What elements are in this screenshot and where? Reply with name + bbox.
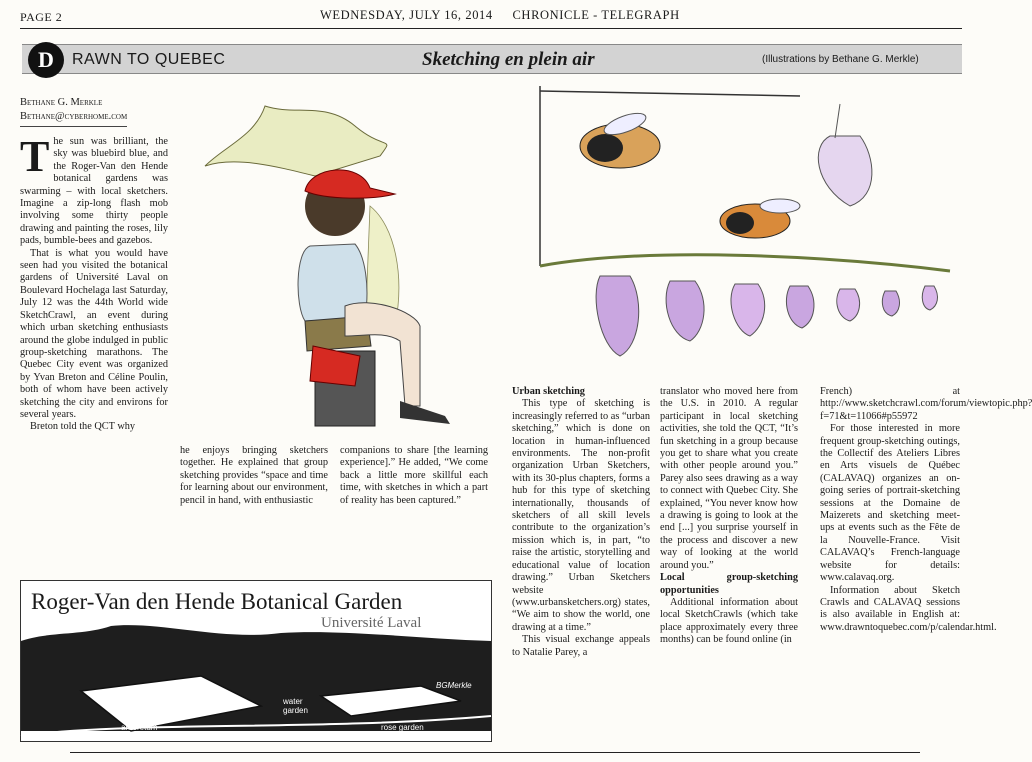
column-4	[512, 386, 650, 659]
artist-signature: BGMerkle	[436, 681, 472, 690]
page-number: PAGE 2	[20, 10, 63, 24]
column-5	[660, 386, 798, 647]
sketcher-illustration	[195, 96, 475, 436]
paragraph: companions to share [the learning experience].” He added, “We come back a little more skillful each time, with sketches in which a part of reality has been captured.”	[340, 445, 488, 506]
footer-rule	[70, 752, 920, 753]
column-2	[180, 445, 328, 507]
map-title: Roger-Van den Hende Botanical Garden	[31, 589, 403, 614]
issue-date: WEDNESDAY, JULY 16, 2014	[320, 8, 493, 22]
subheading: Urban sketching	[512, 386, 585, 397]
headline-part: Sketching	[422, 49, 505, 70]
byline-email: Bethane@cyberhome.com	[20, 110, 127, 127]
paragraph: he enjoys bringing sketchers together. He explained that group sketching provides “space and time for learning about our environment, pencil in hand, with enthusiastic	[180, 445, 328, 506]
paragraph: This type of sketching is increasingly referred to as “urban sketching,” which is done on location in human-influenced environments. The non-profit organization Urban Sketchers, with its 30-plus chapters, forms a hub for this type of sketching internationally, thousands of sketchers of all skill levels contribute to the organization’s mission which is, in part, “to raise the artistic, storytelling and educational value of location drawing.” Urban Sketchers website (www.urbansketchers.org) states, “We aim to show the world, one drawing at a time.”	[512, 398, 650, 633]
paragraph: This visual exchange appeals to Natalie Parey, a	[512, 634, 650, 658]
paragraph: Additional information about local SketchCrawls (which take place approximately every three months) can be found online (in	[660, 596, 798, 646]
map-label-arboretum: arboretum	[121, 723, 158, 732]
garden-map-drawing	[21, 581, 491, 741]
masthead-bar	[20, 6, 962, 29]
section-bar	[22, 44, 962, 74]
headline-italic: en plein air	[504, 49, 595, 70]
paragraph: That is what you would have seen had you visited the botanical gardens of Université Laval on Boulevard Hochelaga last Saturday, July 12 was the 44th World wide SketchCrawl, an event during which urban sketching enthusiasts around the globe indulged in public group-sketching marathons. The Quebec City event was organized by Yvan Breton and Céline Poulin, both of whom have been actively sketching the city and environs for several years.	[20, 247, 168, 420]
paragraph: French) at http://www.sketchcrawl.com/forum/viewtopic.php?f=71&t=11066#p55972	[820, 386, 1032, 422]
paragraph: translator who moved here from the U.S. in 2010. A regular participant in local sketching activities, she told the QCT, “It’s fun sketching in a group because you get to share what you create with other people around you.” Parey also sees drawing as a way to connect with Quebec City. She explained, “You never know how a drawing is going to look at the end [...] you surprise yourself in the process and discover a new way of looking at the world around you.”	[660, 386, 798, 571]
byline-author: Bethane G. Merkle	[20, 97, 103, 108]
drop-cap: T	[20, 132, 50, 181]
section-name: RAWN TO QUEBEC	[72, 51, 226, 68]
paragraph: For those interested in more frequent group-sketching outings, the Collectif des Ateliers Libres en Arts visuels de Québec (CALAVAQ) organizes an on-going series of portrait-sketching sessions at the Domaine de Maizerets and sketching meet-ups at events such as the Fête de la Nouvelle-France. Visit CALAVAQ’s French-language website for details: www.calavaq.org.	[820, 423, 960, 584]
paragraph: Information about Sketch Crawls and CALAVAQ sessions is also available in English at: www.drawntoquebec.com/p/calendar.html.	[820, 584, 997, 633]
map-label-rose-garden: rose garden	[381, 723, 424, 732]
newspaper-name: CHRONICLE - TELEGRAPH	[512, 8, 680, 22]
section-logo: D	[28, 42, 64, 78]
bees-flowers-illustration	[530, 86, 960, 376]
paragraph: he sun was brilliant, the sky was bluebird blue, and the Roger-Van den Hende botanical gardens was swarming – with local sketchers. Imagine a zip-long flash mob involving some thirty people drawing and painting the roses, lily pads, bumble-bees and gazebos.	[20, 136, 168, 247]
column-1	[20, 132, 168, 434]
column-3	[340, 445, 488, 507]
garden-map-illustration	[20, 580, 492, 742]
column-6	[820, 386, 1032, 634]
article-headline	[422, 49, 595, 71]
subheading: Local group-sketching opportunities	[660, 572, 798, 596]
illustration-credit: (Illustrations by Bethane G. Merkle)	[762, 54, 919, 65]
map-subtitle: Université Laval	[321, 615, 422, 631]
dateline	[320, 8, 680, 23]
paragraph: Breton told the QCT why	[30, 421, 136, 433]
map-label-water-garden: water garden	[283, 697, 308, 715]
